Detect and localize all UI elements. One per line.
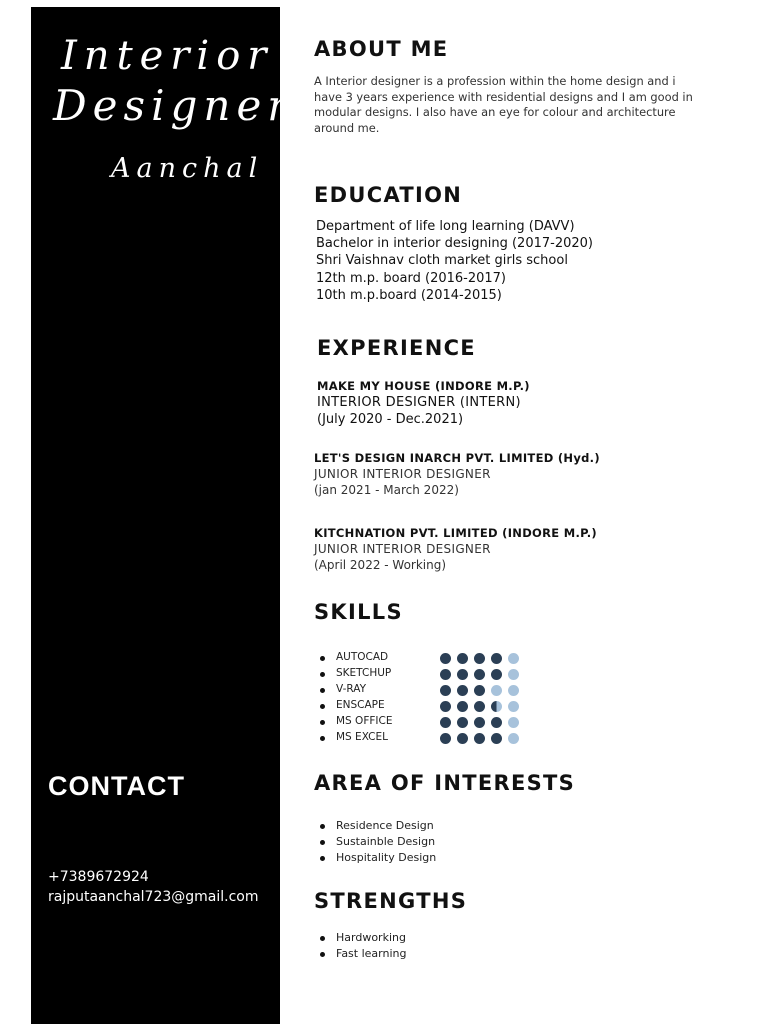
skill-name: SKETCHUP [336,667,392,679]
skill-dot [508,669,519,680]
job-dates: (July 2020 - Dec.2021) [317,412,464,427]
experience-item [314,526,597,572]
skill-dot [457,685,468,696]
strength-item: Fast learning [336,947,407,960]
job-company: KITCHNATION PVT. LIMITED (INDORE M.P.) [314,526,597,540]
job-role: JUNIOR INTERIOR DESIGNER [314,542,491,556]
skill-dot [457,701,468,712]
title-line-2: Designer [53,81,294,130]
skill-dot [508,733,519,744]
experience-item [317,379,530,427]
interest-item: Sustainble Design [336,835,436,848]
bullet-icon [320,936,325,941]
contact-email: rajputaanchal723@gmail.com [48,889,259,905]
skill-dot [474,733,485,744]
skill-dot [474,717,485,728]
about-heading: ABOUT ME [314,37,449,61]
bullet-icon [320,952,325,957]
skill-name: MS EXCEL [336,731,388,743]
job-company: LET'S DESIGN INARCH PVT. LIMITED (Hyd.) [314,451,600,465]
education-line: Department of life long learning (DAVV) [316,219,575,234]
skill-dot [440,733,451,744]
education-line: 10th m.p.board (2014-2015) [316,287,502,303]
experience-item [314,451,600,497]
skill-name: AUTOCAD [336,651,389,663]
skill-dot [491,653,502,664]
skill-name: MS OFFICE [336,715,393,727]
skill-dot [508,653,519,664]
title-line-1: Interior [61,33,274,79]
skill-name: ENSCAPE [336,699,385,711]
interest-item: Hospitality Design [336,851,437,864]
bullet-icon [320,824,325,829]
skill-dot [491,669,502,680]
job-role: INTERIOR DESIGNER (INTERN) [317,395,521,410]
strengths-heading: STRENGTHS [314,889,468,913]
bullet-icon [320,688,325,693]
skills-heading: SKILLS [314,600,403,624]
skill-dot [491,733,502,744]
education-line: 12th m.p. board (2016-2017) [316,270,506,286]
skill-name: V-RAY [336,683,367,695]
bullet-icon [320,736,325,741]
experience-heading: EXPERIENCE [317,336,476,360]
skill-dot [508,701,519,712]
education-list [316,218,593,304]
skill-dot [457,653,468,664]
strength-item: Hardworking [336,931,406,944]
bullet-icon [320,856,325,861]
skill-dot [457,717,468,728]
bullet-icon [320,704,325,709]
skill-dot [508,717,519,728]
skill-dot [491,717,502,728]
education-line: Shri Vaishnav cloth market girls school [316,253,568,269]
skill-dot [474,653,485,664]
skill-dot [508,685,519,696]
skill-dot [474,701,485,712]
bullet-icon [320,720,325,725]
education-heading: EDUCATION [314,183,463,207]
contact-phone: +7389672924 [48,869,149,885]
bullet-icon [320,656,325,661]
skill-dot [440,701,451,712]
education-line: Bachelor in interior designing (2017-2020) [316,236,593,252]
skill-dot [440,717,451,728]
skill-dot [474,669,485,680]
contact-heading: CONTACT [48,771,185,801]
candidate-name: Aanchal [111,153,264,184]
job-dates: (April 2022 - Working) [314,558,447,572]
skill-dot [491,685,502,696]
job-role: JUNIOR INTERIOR DESIGNER [314,467,491,481]
skill-dot [457,733,468,744]
skill-dot [440,653,451,664]
job-company: MAKE MY HOUSE (INDORE M.P.) [317,379,530,393]
skill-dot [440,669,451,680]
skill-dot [440,685,451,696]
bullet-icon [320,672,325,677]
skill-dot [491,701,502,712]
interests-heading: AREA OF INTERESTS [314,771,576,795]
interest-item: Residence Design [336,819,434,832]
job-dates: (jan 2021 - March 2022) [314,483,459,497]
skill-dot [474,685,485,696]
about-text: A Interior designer is a profession within the home design and i have 3 years experience with residential designs and I am good in modular designs. I also have an eye for colour and architecture around me. [314,74,693,136]
bullet-icon [320,840,325,845]
skill-dot [457,669,468,680]
